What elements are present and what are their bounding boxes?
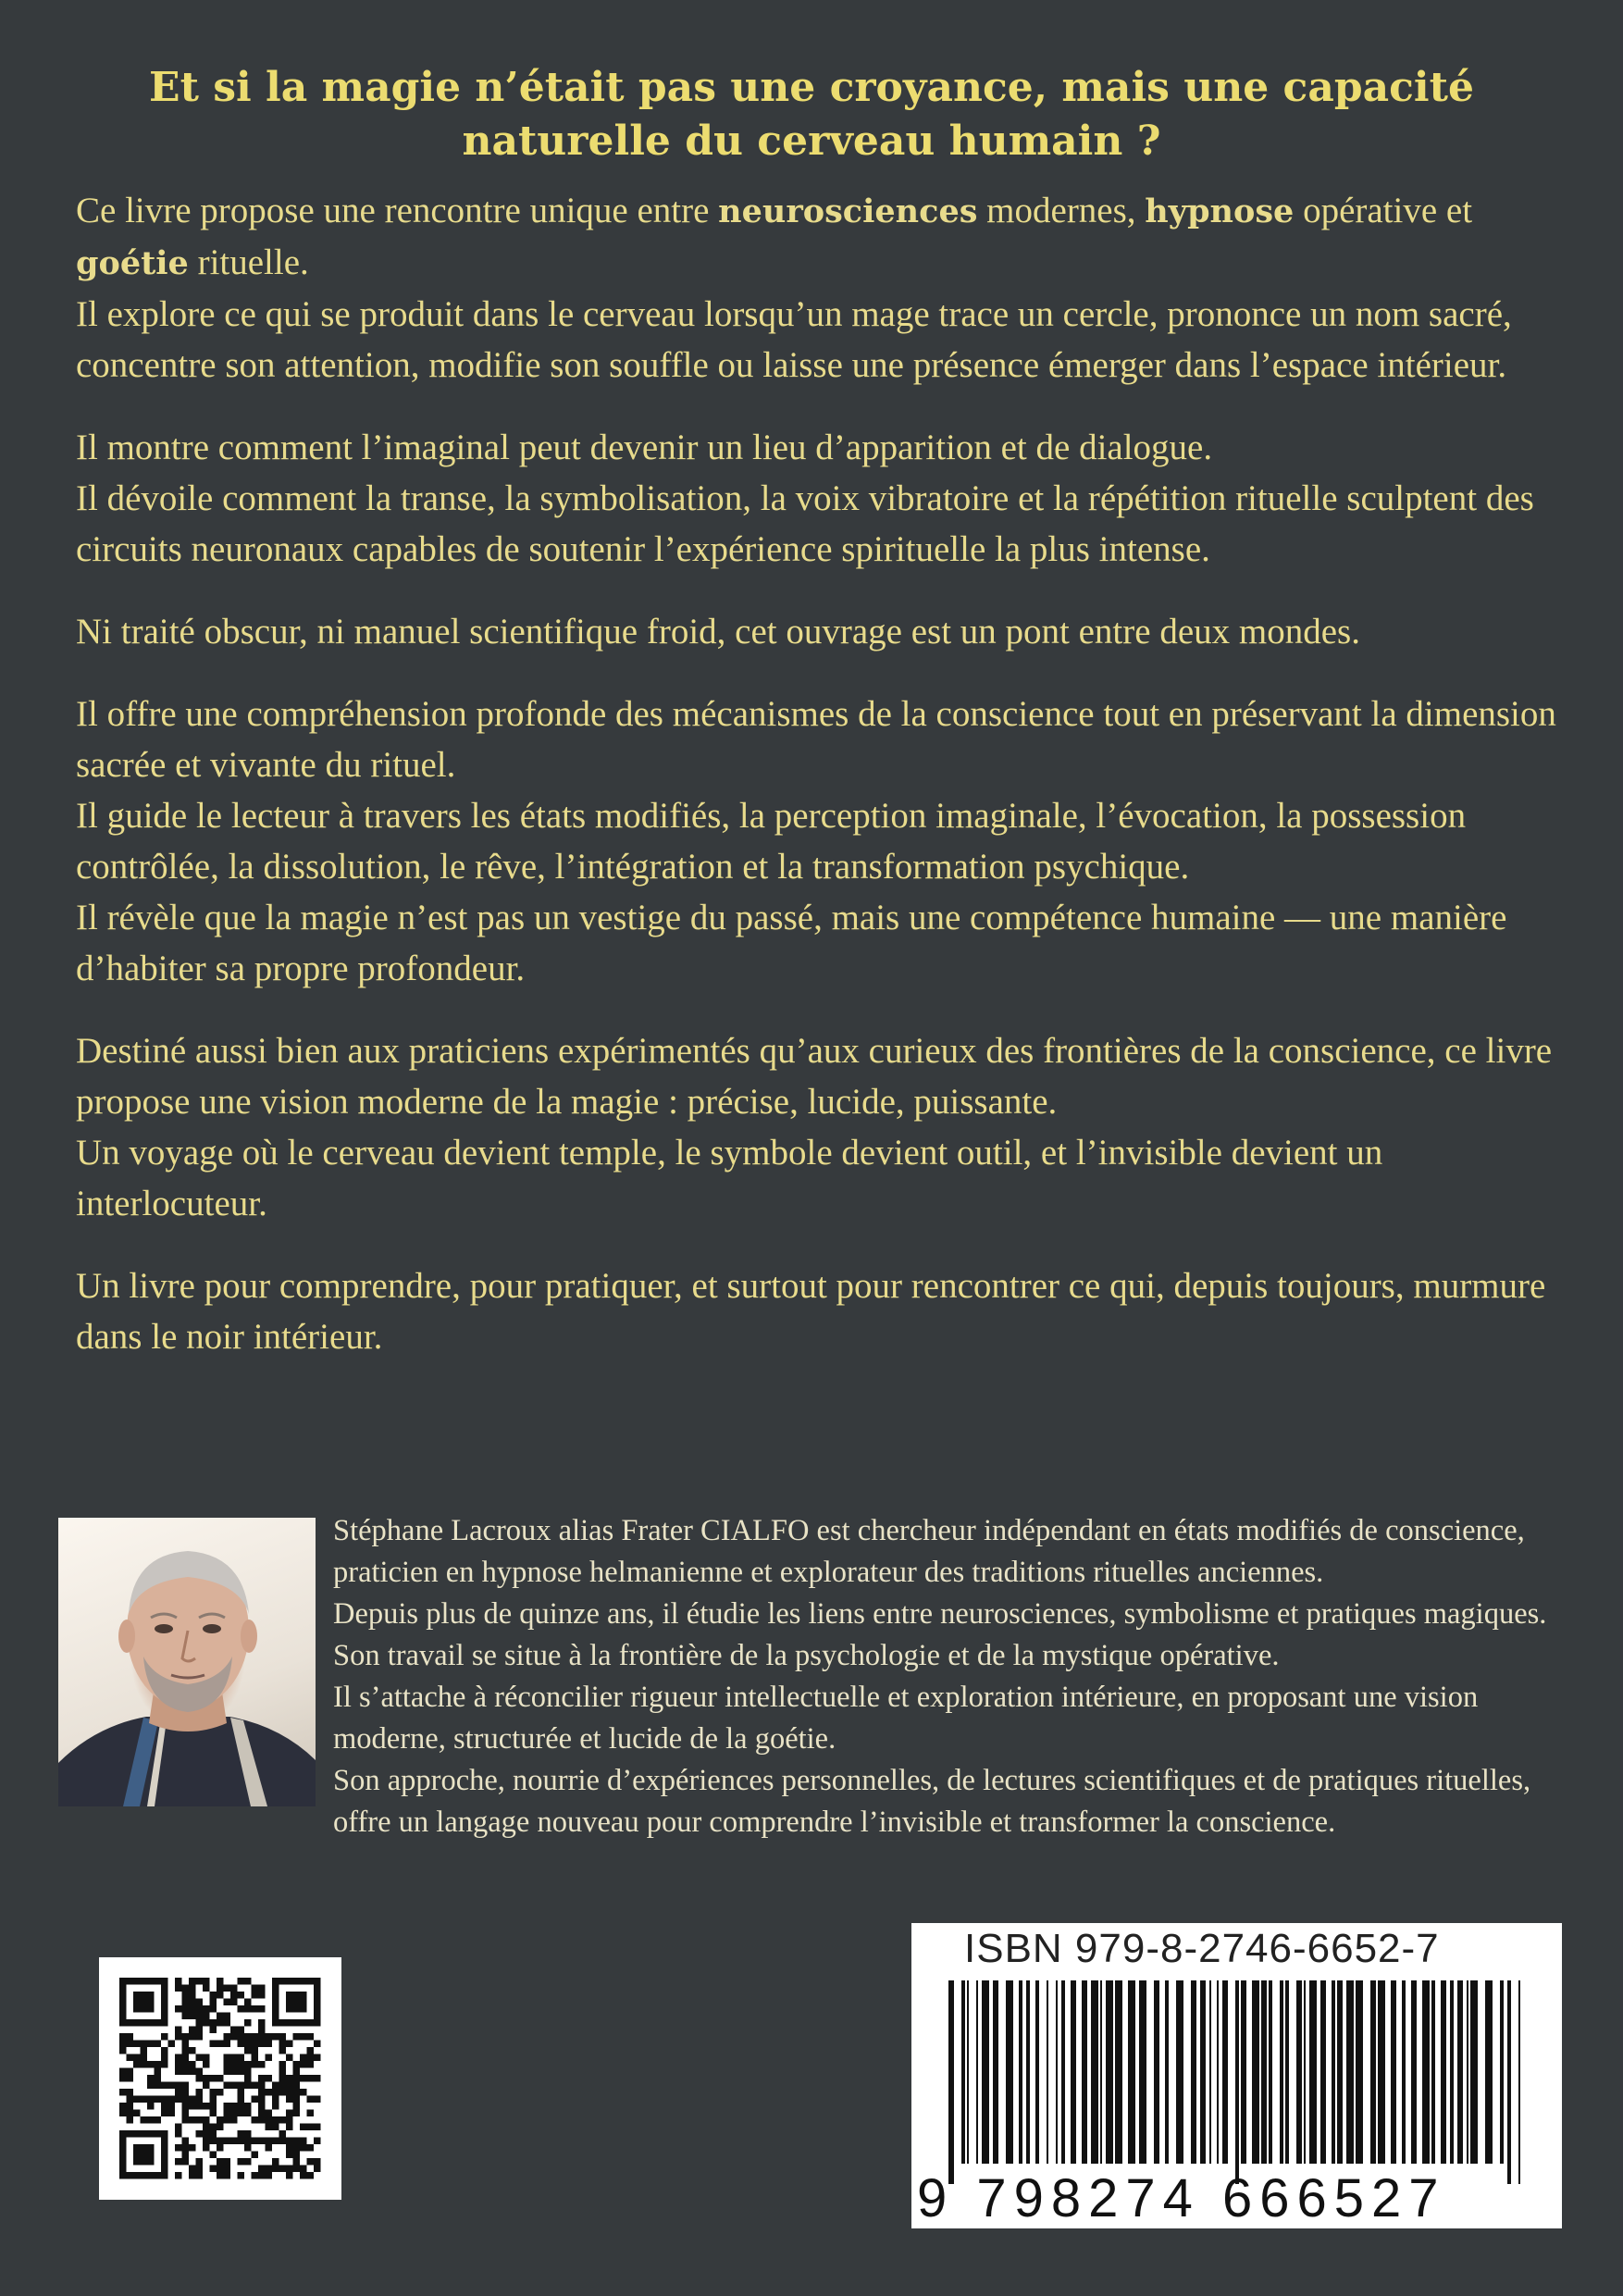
blurb-text: modernes, [977,191,1146,230]
blurb-text: Il guide le lecteur à travers les états modifiés, la perception imaginale, l’évocation, la possession contrôlée, la dissolution, le rêve, l’intégration et la transformation psychique. [76,796,1467,887]
blurb-keyword: hypnose [1145,192,1295,230]
blurb-keyword: goétie [76,244,189,282]
bio-paragraph: Il s’attache à réconcilier rigueur intellectuelle et exploration intérieure, en proposant une vision moderne, structurée et lucide de la goétie. [333,1681,1479,1756]
blurb-text: Un livre pour comprendre, pour pratiquer, et surtout pour rencontrer ce qui, depuis toujours, murmure dans le noir intérieur. [76,1266,1546,1357]
blurb-paragraph [76,606,1556,657]
blurb-text: Un voyage où le cerveau devient temple, le symbole devient outil, et l’invisible devient un interlocuteur. [76,1133,1383,1223]
bio-paragraph: Depuis plus de quinze ans, il étudie les liens entre neurosciences, symbolisme et pratiques magiques. Son travail se situe à la frontière de la psychologie et de la mystique opérative. [333,1597,1547,1672]
blurb-text: Il offre une compréhension profonde des mécanismes de la conscience tout en préservant la dimension sacrée et vivante du rituel. [76,694,1556,785]
blurb-paragraph [76,689,1556,994]
blurb-paragraph [76,185,1556,391]
author-photo [58,1518,316,1806]
blurb-keyword: neurosciences [718,192,978,230]
blurb-text: rituelle. [188,242,309,282]
blurb-text: Il révèle que la magie n’est pas un vestige du passé, mais une compétence humaine — une manière d’habiter sa propre profondeur. [76,898,1507,988]
isbn-barcode [911,1923,1562,2228]
qr-code [99,1957,341,2200]
blurb-paragraph [76,1025,1556,1229]
blurb-text: Il montre comment l’imaginal peut devenir un lieu d’apparition et de dialogue. [76,428,1213,467]
blurb-text: Ni traité obscur, ni manuel scientifique froid, cet ouvrage est un pont entre deux mondes. [76,612,1360,652]
blurb-paragraph [76,1260,1556,1362]
barcode-digits: 9 798274 666527 [917,2168,1446,2228]
blurb-text: Destiné aussi bien aux praticiens expérimentés qu’aux curieux des frontières de la conscience, ce livre propose une vision moderne de la magie : précise, lucide, puissante. [76,1031,1553,1122]
blurb-text: Il dévoile comment la transe, la symbolisation, la voix vibratoire et la répétition rituelle sculptent des circuits neuronaux capables de soutenir l’expérience spirituelle la plus intense. [76,478,1534,569]
blurb-text: opérative et [1294,191,1473,230]
qr-code-pattern [99,1957,341,2200]
author-bio [333,1510,1582,1843]
blurb [76,185,1556,1394]
blurb-text: Ce livre propose une rencontre unique entre [76,191,719,230]
isbn-label: ISBN 979-8-2746-6652-7 [964,1926,1440,1971]
bio-paragraph: Stéphane Lacroux alias Frater CIALFO est chercheur indépendant en états modifiés de conscience, praticien en hypnose helmanienne et explorateur des traditions rituelles anciennes. [333,1514,1525,1589]
bio-paragraph: Son approche, nourrie d’expériences personnelles, de lectures scientifiques et de pratiques rituelles, offre un langage nouveau pour comprendre l’invisible et transformer la conscience. [333,1764,1531,1839]
author-portrait-drawing [58,1518,316,1806]
blurb-text: Il explore ce qui se produit dans le cerveau lorsqu’un mage trace un cercle, prononce un nom sacré, concentre son attention, modifie son souffle ou laisse une présence émerger dans l’espace intérieur. [76,294,1512,385]
headline: Et si la magie n’était pas une croyance, mais une capacité naturelle du cerveau humain ? [149,64,1474,165]
blurb-paragraph [76,422,1556,575]
